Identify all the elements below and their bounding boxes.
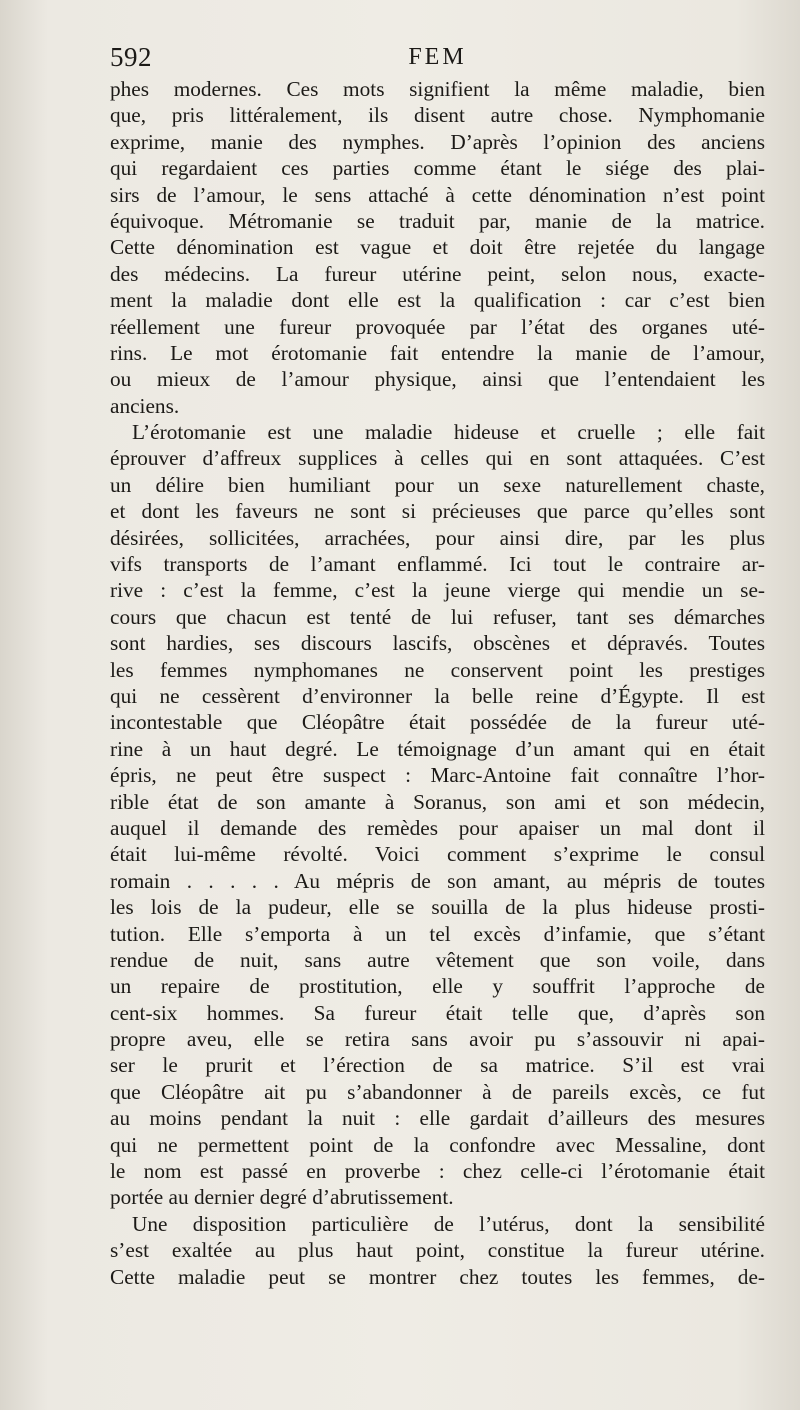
text-line: au moins pendant la nuit : elle gardait d’ailleurs des mesures: [110, 1106, 765, 1131]
text-line: s’est exaltée au plus haut point, constitue la fureur utérine.: [110, 1238, 765, 1263]
text-line: un délire bien humiliant pour un sexe naturellement chaste,: [110, 472, 765, 497]
text-line: ou mieux de l’amour physique, ainsi que l’entendaient les: [110, 367, 765, 392]
text-line: qui ne cessèrent d’environner la belle reine d’Égypte. Il est: [110, 683, 765, 708]
text-line: tution. Elle s’emporta à un tel excès d’infamie, que s’étant: [110, 921, 765, 946]
text-line: cent-six hommes. Sa fureur était telle que, d’après son: [110, 1000, 765, 1025]
text-line: propre aveu, elle se retira sans avoir pu s’assouvir ni apai-: [110, 1027, 765, 1052]
text-line: qui regardaient ces parties comme étant le siége des plai-: [110, 156, 765, 181]
text-line: Cette dénomination est vague et doit être rejetée du langage: [110, 235, 765, 260]
text-line: qui ne permettent point de la confondre avec Messaline, dont: [110, 1132, 765, 1157]
page-header: [110, 42, 765, 72]
text-line: vifs transports de l’amant enflammé. Ici tout le contraire ar-: [110, 552, 765, 577]
text-line: rive : c’est la femme, c’est la jeune vierge qui mendie un se-: [110, 578, 765, 603]
text-line: le nom est passé en proverbe : chez celle-ci l’érotomanie était: [110, 1159, 765, 1184]
text-line: Cette maladie peut se montrer chez toutes les femmes, de-: [110, 1264, 765, 1289]
text-line: éprouver d’affreux supplices à celles qui en sont attaquées. C’est: [110, 446, 765, 471]
text-line: romain . . . . . Au mépris de son amant, au mépris de toutes: [110, 868, 765, 893]
text-line: rine à un haut degré. Le témoignage d’un amant qui en était: [110, 736, 765, 761]
text-line: sont hardies, ses discours lascifs, obscènes et dépravés. Toutes: [110, 631, 765, 656]
text-line: les femmes nymphomanes ne conservent point les prestiges: [110, 657, 765, 682]
text-line: et dont les faveurs ne sont si précieuses que parce qu’elles sont: [110, 499, 765, 524]
text-line: rendue de nuit, sans autre vêtement que son voile, dans: [110, 947, 765, 972]
text-line: phes modernes. Ces mots signifient la même maladie, bien: [110, 77, 765, 101]
text-line: que, pris littéralement, ils disent autre chose. Nymphomanie: [110, 103, 765, 128]
running-head: FEM: [408, 44, 467, 70]
text-line: un repaire de prostitution, elle y souffrit l’approche de: [110, 974, 765, 999]
text-line: Une disposition particulière de l’utérus, dont la sensibilité: [132, 1211, 765, 1236]
text-line: ser le prurit et l’érection de sa matrice. S’il est vrai: [110, 1053, 765, 1078]
text-line: L’érotomanie est une maladie hideuse et cruelle ; elle fait: [132, 420, 765, 445]
text-line: épris, ne peut être suspect : Marc-Antoine fait connaître l’hor-: [110, 763, 765, 788]
text-line: auquel il demande des remèdes pour apaiser un mal dont il: [110, 815, 765, 840]
text-line: rins. Le mot érotomanie fait entendre la manie de l’amour,: [110, 340, 765, 365]
text-line: équivoque. Métromanie se traduit par, manie de la matrice.: [110, 208, 765, 233]
text-line: les lois de la pudeur, elle se souilla de la plus hideuse prosti-: [110, 895, 765, 920]
text-line: anciens.: [110, 393, 180, 418]
text-line: incontestable que Cléopâtre était possédée de la fureur uté-: [110, 710, 765, 735]
text-line: que Cléopâtre ait pu s’abandonner à de pareils excès, ce fut: [110, 1079, 765, 1104]
text-line: était lui-même révolté. Voici comment s’exprime le consul: [110, 842, 765, 867]
text-line: exprime, manie des nymphes. D’après l’opinion des anciens: [110, 129, 765, 154]
text-line: réellement une fureur provoquée par l’état des organes uté-: [110, 314, 765, 339]
text-line: ment la maladie dont elle est la qualification : car c’est bien: [110, 288, 765, 313]
text-line: cours que chacun est tenté de lui refuser, tant ses démarches: [110, 604, 765, 629]
text-line: désirées, sollicitées, arrachées, pour ainsi dire, par les plus: [110, 525, 765, 550]
text-line: rible état de son amante à Soranus, son ami et son médecin,: [110, 789, 765, 814]
text-line: des médecins. La fureur utérine peint, selon nous, exacte-: [110, 261, 765, 286]
page-number: 592: [110, 42, 152, 72]
body-text: [110, 76, 765, 1290]
text-line: sirs de l’amour, le sens attaché à cette dénomination n’est point: [110, 182, 765, 207]
text-line: portée au dernier degré d’abrutissement.: [110, 1185, 454, 1210]
